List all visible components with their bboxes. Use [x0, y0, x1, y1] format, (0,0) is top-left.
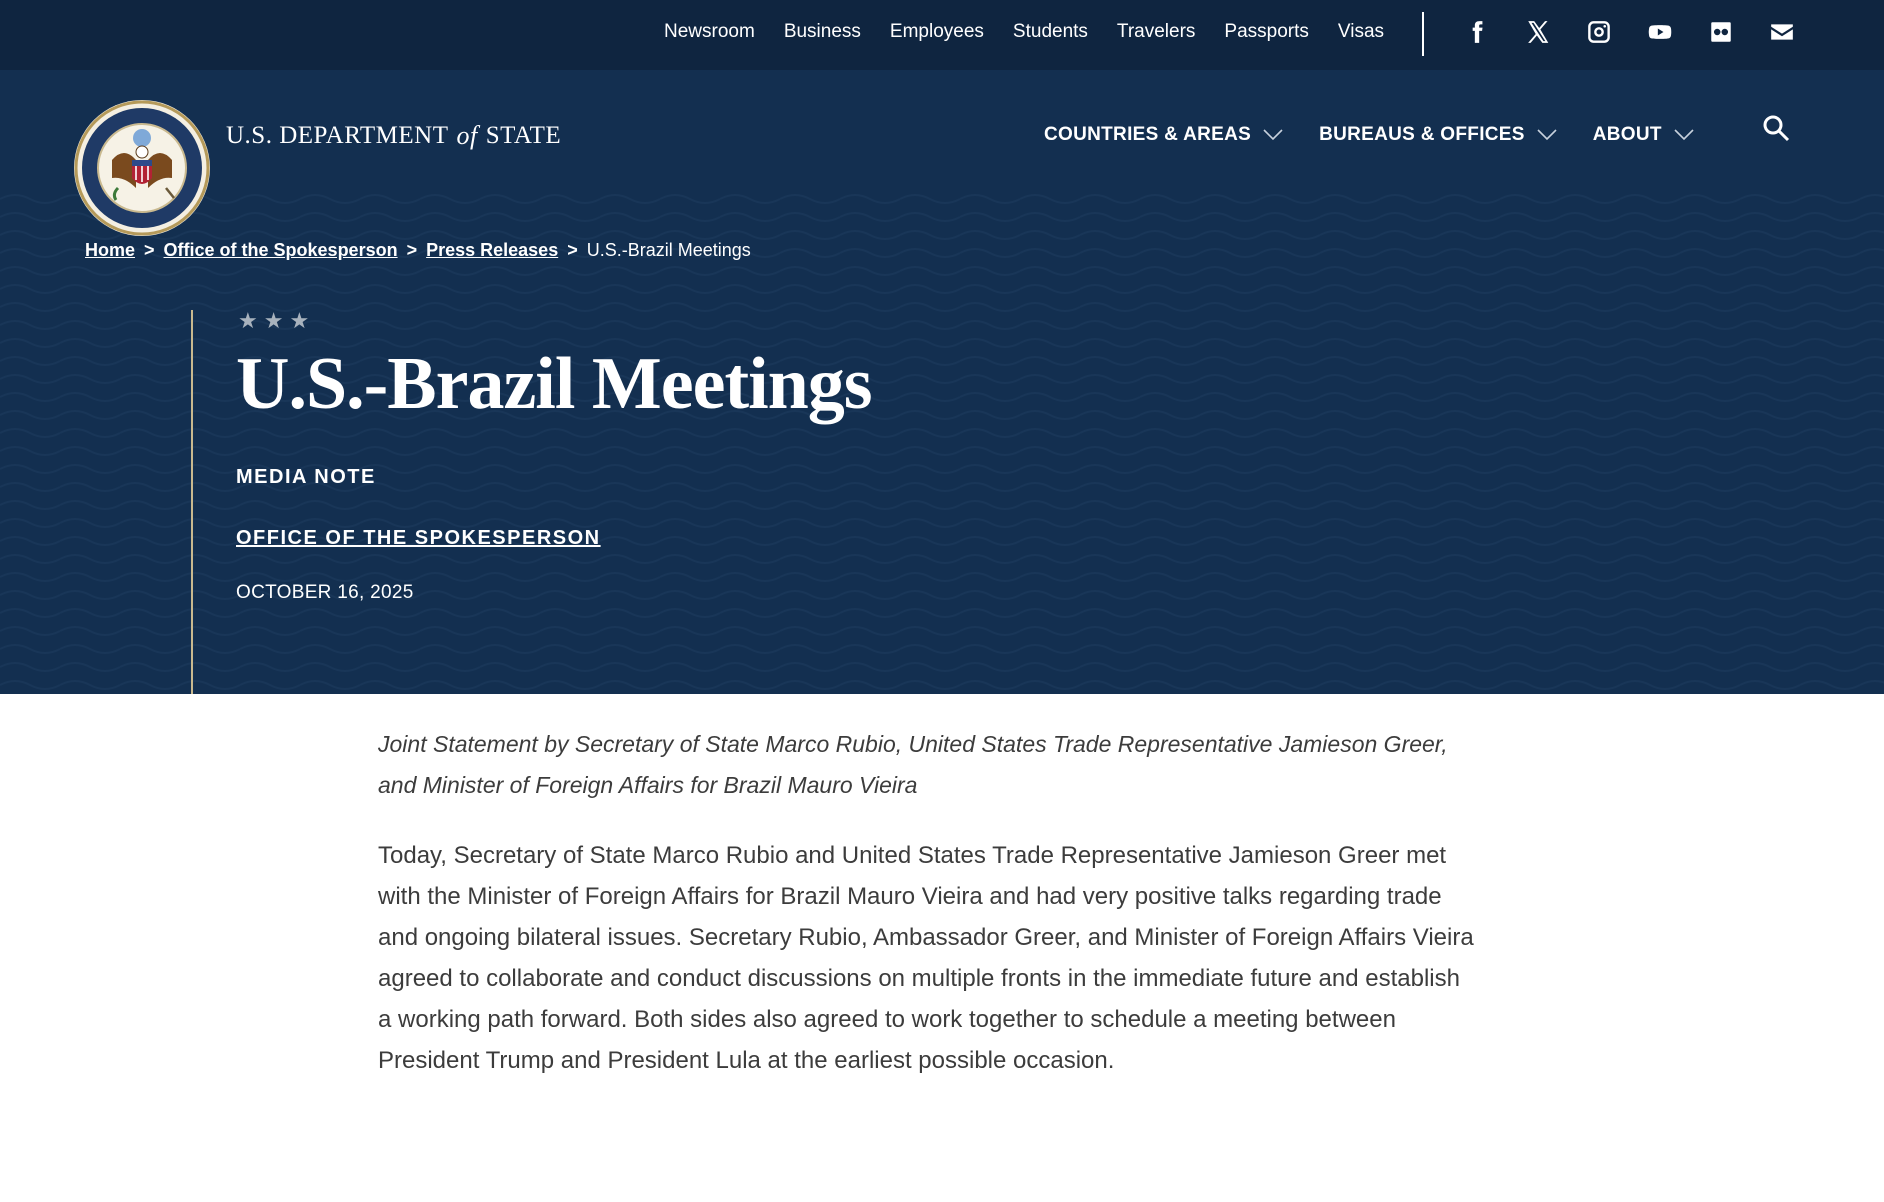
chevron-down-icon: [1674, 129, 1694, 141]
utility-link-students[interactable]: Students: [1012, 21, 1088, 42]
utility-link-business[interactable]: Business: [783, 21, 861, 42]
nav-bureaus-offices-label: BUREAUS & OFFICES: [1319, 124, 1525, 145]
breadcrumb-separator: >: [567, 240, 578, 260]
utility-link-newsroom[interactable]: Newsroom: [664, 21, 755, 42]
search-icon: [1762, 114, 1790, 142]
utility-nav: [664, 0, 1413, 64]
nav-countries-areas-label: COUNTRIES & AREAS: [1044, 124, 1252, 145]
hero-banner: [0, 70, 1884, 694]
utility-link-visas[interactable]: Visas: [1337, 21, 1385, 42]
youtube-icon[interactable]: [1645, 17, 1675, 47]
nav-countries-areas[interactable]: [1044, 124, 1283, 146]
chevron-down-icon: [1537, 129, 1557, 141]
nav-about[interactable]: [1593, 124, 1694, 146]
breadcrumb: [85, 240, 751, 261]
search-button[interactable]: [1762, 114, 1792, 144]
breadcrumb-separator: >: [406, 240, 418, 260]
title-accent-line: [191, 310, 193, 694]
brand-suffix: STATE: [485, 122, 562, 149]
main-nav: [1044, 112, 1730, 158]
nav-bureaus-offices[interactable]: [1319, 124, 1557, 146]
office-link[interactable]: OFFICE OF THE SPOKESPERSON: [236, 527, 601, 549]
utility-bar: [0, 0, 1884, 70]
brand-prefix: U.S. DEPARTMENT: [226, 122, 449, 149]
article-lead: Joint Statement by Secretary of State Marco Rubio, United States Trade Representative Jamieson Greer, and Minister of Foreign Affairs for Brazil Mauro Vieira: [378, 731, 1448, 798]
utility-link-passports[interactable]: Passports: [1224, 21, 1309, 42]
flickr-icon[interactable]: [1706, 17, 1736, 47]
utility-divider: [1422, 12, 1424, 56]
article-body: Today, Secretary of State Marco Rubio and United States Trade Representative Jamieson Greer met with the Minister of Foreign Affairs for Brazil Mauro Vieira and had very positive talks regarding trade and ongoing bilateral issues. Secretary Rubio, Ambassador Greer, and Minister of Foreign Affairs Vieira agreed to collaborate and conduct discussions on multiple fronts in the immediate future and establish a working path forward. Both sides also agreed to work together to schedule a meeting between President Trump and President Lula at the earliest possible occasion.: [378, 842, 1474, 1074]
nav-about-label: ABOUT: [1592, 124, 1662, 145]
department-seal-logo[interactable]: [72, 98, 212, 238]
utility-link-travelers[interactable]: Travelers: [1116, 21, 1196, 42]
article-content: [378, 724, 1478, 1081]
breadcrumb-spokesperson[interactable]: Office of the Spokesperson: [163, 240, 398, 260]
breadcrumb-home[interactable]: Home: [85, 240, 136, 260]
breadcrumb-separator: >: [144, 240, 155, 260]
page-title: U.S.-Brazil Meetings: [236, 343, 872, 425]
x-icon[interactable]: [1523, 17, 1553, 47]
department-wordmark[interactable]: [226, 116, 561, 156]
facebook-icon[interactable]: [1462, 17, 1492, 47]
breadcrumb-press-releases[interactable]: Press Releases: [426, 240, 559, 260]
wave-pattern: [0, 190, 1884, 694]
stars-ornament: ★★★: [238, 308, 316, 333]
article-date: OCTOBER 16, 2025: [236, 582, 414, 603]
brand-of: of: [456, 121, 478, 150]
email-icon[interactable]: [1767, 17, 1797, 47]
chevron-down-icon: [1263, 129, 1283, 141]
instagram-icon[interactable]: [1584, 17, 1614, 47]
social-links: [1462, 0, 1828, 64]
utility-link-employees[interactable]: Employees: [889, 21, 984, 42]
article-type: MEDIA NOTE: [236, 466, 376, 488]
breadcrumb-current: U.S.-Brazil Meetings: [586, 240, 751, 260]
